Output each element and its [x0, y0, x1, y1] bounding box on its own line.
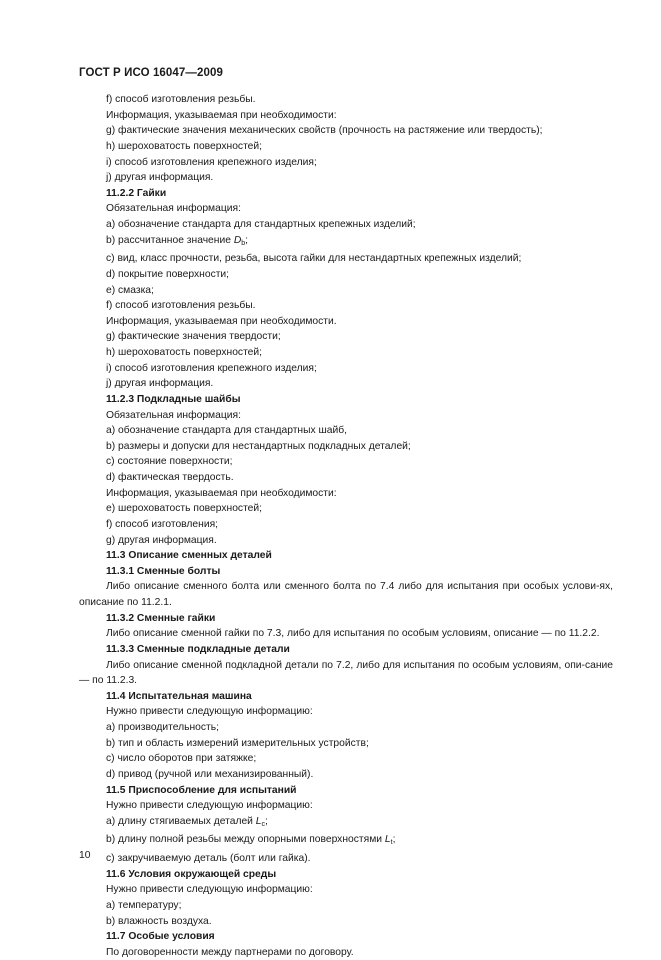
document-header: ГОСТ Р ИСО 16047—2009 [79, 67, 224, 79]
list-item: f) способ изготовления резьбы. [106, 300, 256, 312]
list-item: g) фактические значения механических свойств (прочность на растяжение или твердость); [106, 125, 543, 137]
list-item: e) смазка; [106, 284, 154, 296]
list-item: c) вид, класс прочности, резьба, высота гайки для нестандартных крепежных изделий; [106, 253, 522, 265]
paragraph: Информация, указываемая при необходимости: [106, 487, 337, 499]
list-item: b) влажность воздуха. [106, 915, 212, 927]
paragraph: Обязательная информация: [106, 203, 241, 215]
list-item: a) производительность; [106, 722, 219, 733]
list-item-text: ; [265, 815, 268, 827]
list-item: g) фактические значения твердости; [106, 331, 281, 343]
section-heading-11-7: 11.7 Особые условия [106, 931, 215, 943]
list-item: f) способ изготовления резьбы. [106, 94, 256, 105]
list-item: c) закручиваемую деталь (болт или гайка). [106, 853, 311, 864]
list-item: i) способ изготовления крепежного изделия; [106, 156, 317, 168]
paragraph: Нужно привести следующую информацию: [106, 706, 313, 718]
symbol-subscript: c [261, 820, 266, 828]
section-heading-11-3-1: 11.3.1 Сменные болты [106, 565, 221, 577]
list-item-text: b) рассчитанное значение [106, 234, 234, 246]
list-item: a) обозначение стандарта для стандартных крепежных изделий; [106, 219, 416, 230]
list-item: d) покрытие поверхности; [106, 268, 230, 280]
list-item-text: ; [392, 834, 396, 846]
section-heading-11-6: 11.6 Условия окружающей среды [106, 868, 277, 880]
document-body [79, 92, 613, 960]
symbol-subscript: b [241, 239, 246, 247]
section-heading-11-2-3: 11.2.3 Подкладные шайбы [106, 393, 241, 405]
list-item: c) состояние поверхности; [106, 456, 233, 468]
list-item: j) другая информация. [106, 378, 214, 390]
list-item: c) число оборотов при затяжке; [106, 753, 257, 765]
list-item [79, 814, 613, 833]
page-number: 10 [79, 850, 91, 861]
list-item: f) способ изготовления; [106, 518, 219, 530]
list-item: i) способ изготовления крепежного изделия; [106, 362, 317, 374]
list-item: g) другая информация. [106, 534, 217, 546]
list-item: b) размеры и допуски для нестандартных подкладных деталей; [106, 440, 411, 452]
list-item-text: a) длину стягиваемых деталей [106, 815, 256, 827]
list-item: b) тип и область измерений измерительных устройств; [106, 737, 369, 749]
paragraph: Либо описание сменного болта или сменного болта по 7.4 либо для испытания при особых услови-ях, описание по 11.2.1. [79, 581, 613, 608]
list-item: a) температуру; [106, 899, 182, 911]
section-heading-11-3-3: 11.3.3 Сменные подкладные детали [106, 643, 290, 655]
list-item: a) обозначение стандарта для стандартных шайб, [106, 425, 348, 437]
symbol-subscript: t [390, 839, 393, 847]
paragraph: Либо описание сменной гайки по 7.3, либо для испытания по особым условиям, описание — по 11.2.2. [106, 628, 600, 640]
list-item: d) фактическая твердость. [106, 472, 234, 483]
section-heading-11-5: 11.5 Приспособление для испытаний [106, 784, 297, 796]
symbol: L [384, 834, 391, 846]
list-item: h) шероховатость поверхностей; [106, 140, 263, 152]
paragraph: Нужно привести следующую информацию: [106, 884, 313, 896]
list-item [79, 832, 613, 851]
symbol: L [255, 815, 262, 827]
list-item: e) шероховатость поверхностей; [106, 503, 263, 515]
paragraph: Информация, указываемая при необходимости: [106, 109, 337, 121]
paragraph: Либо описание сменной подкладной детали по 7.2, либо для испытания по особым условиям, опи-сание — по 11.2.3. [79, 659, 613, 687]
section-heading-11-3-2: 11.3.2 Сменные гайки [106, 612, 216, 624]
list-item: j) другая информация. [106, 172, 214, 184]
paragraph: Информация, указываемая при необходимости. [106, 315, 337, 327]
list-item [79, 233, 613, 252]
symbol: D [233, 234, 242, 246]
paragraph: По договоренности между партнерами по договору. [106, 946, 354, 958]
paragraph: Нужно привести следующую информацию: [106, 800, 313, 812]
list-item: d) привод (ручной или механизированный). [106, 768, 314, 780]
paragraph: Обязательная информация: [106, 409, 241, 421]
section-heading-11-3: 11.3 Описание сменных деталей [106, 550, 272, 562]
list-item-text: b) длину полной резьбы между опорными поверхностями [106, 834, 385, 846]
section-heading-11-4: 11.4 Испытательная машина [106, 690, 252, 702]
list-item: h) шероховатость поверхностей; [106, 347, 263, 358]
section-heading-11-2-2: 11.2.2 Гайки [106, 187, 167, 199]
list-item-text: ; [245, 234, 249, 246]
